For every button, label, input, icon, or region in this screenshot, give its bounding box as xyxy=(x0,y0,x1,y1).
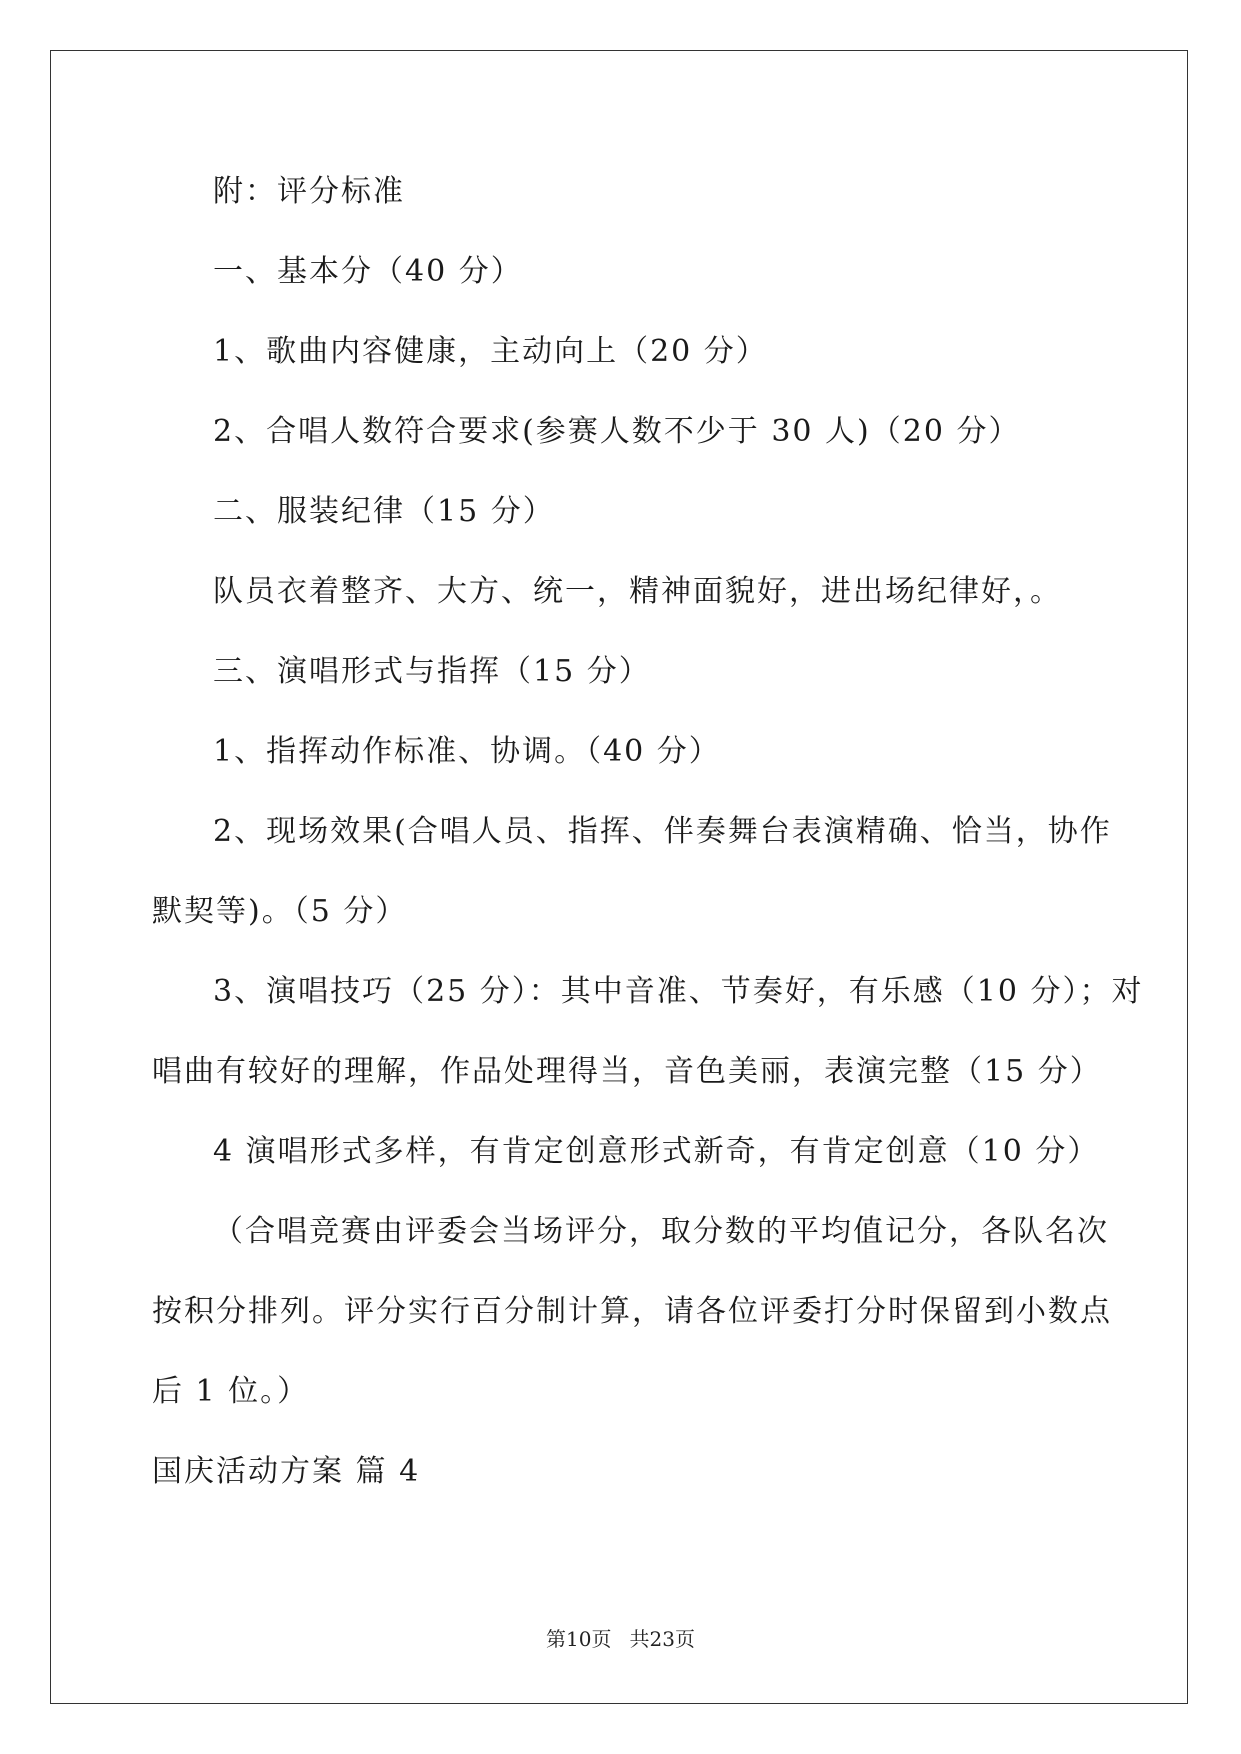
section-attire: 二、服装纪律（15 分） xyxy=(213,494,555,529)
footer-page-total: 23 xyxy=(649,1627,675,1651)
footer-page-mid: 页 xyxy=(591,1627,612,1651)
note-scoring-end: 后 1 位。） xyxy=(152,1374,310,1409)
item-stage-effect-cont: 默契等)。（5 分） xyxy=(152,894,408,929)
item-stage-effect: 2、现场效果(合唱人员、指挥、伴奏舞台表演精确、恰当，协作 xyxy=(213,814,1112,849)
item-singing-skill: 3、演唱技巧（25 分）：其中音准、节奏好，有乐感（10 分）；对 xyxy=(213,974,1144,1009)
note-scoring: （合唱竞赛由评委会当场评分，取分数的平均值记分，各队名次 xyxy=(213,1214,1109,1249)
section-performance: 三、演唱形式与指挥（15 分） xyxy=(213,654,651,689)
footer-page-current: 10 xyxy=(566,1627,592,1651)
item-song-content: 1、歌曲内容健康，主动向上（20 分） xyxy=(213,334,768,369)
item-singing-skill-cont: 唱曲有较好的理解，作品处理得当，音色美丽，表演完整（15 分） xyxy=(152,1054,1102,1089)
footer-total-prefix: 共 xyxy=(629,1627,650,1651)
item-conducting: 1、指挥动作标准、协调。（40 分） xyxy=(213,734,721,769)
footer-total-suffix: 页 xyxy=(674,1627,695,1651)
section-title-plan4: 国庆活动方案 篇 4 xyxy=(152,1454,421,1489)
item-chorus-size: 2、合唱人数符合要求(参赛人数不少于 30 人)（20 分） xyxy=(213,414,1021,449)
note-scoring-cont: 按积分排列。评分实行百分制计算，请各位评委打分时保留到小数点 xyxy=(152,1294,1112,1329)
footer-page-prefix: 第 xyxy=(546,1627,567,1651)
scoring-heading: 附：评分标准 xyxy=(213,174,405,209)
item-form-variety: 4 演唱形式多样，有肯定创意形式新奇，有肯定创意（10 分） xyxy=(213,1134,1100,1169)
item-attire-desc: 队员衣着整齐、大方、统一，精神面貌好，进出场纪律好，。 xyxy=(213,574,1062,609)
page-footer xyxy=(0,1626,1241,1652)
section-basic: 一、基本分（40 分） xyxy=(213,254,523,289)
